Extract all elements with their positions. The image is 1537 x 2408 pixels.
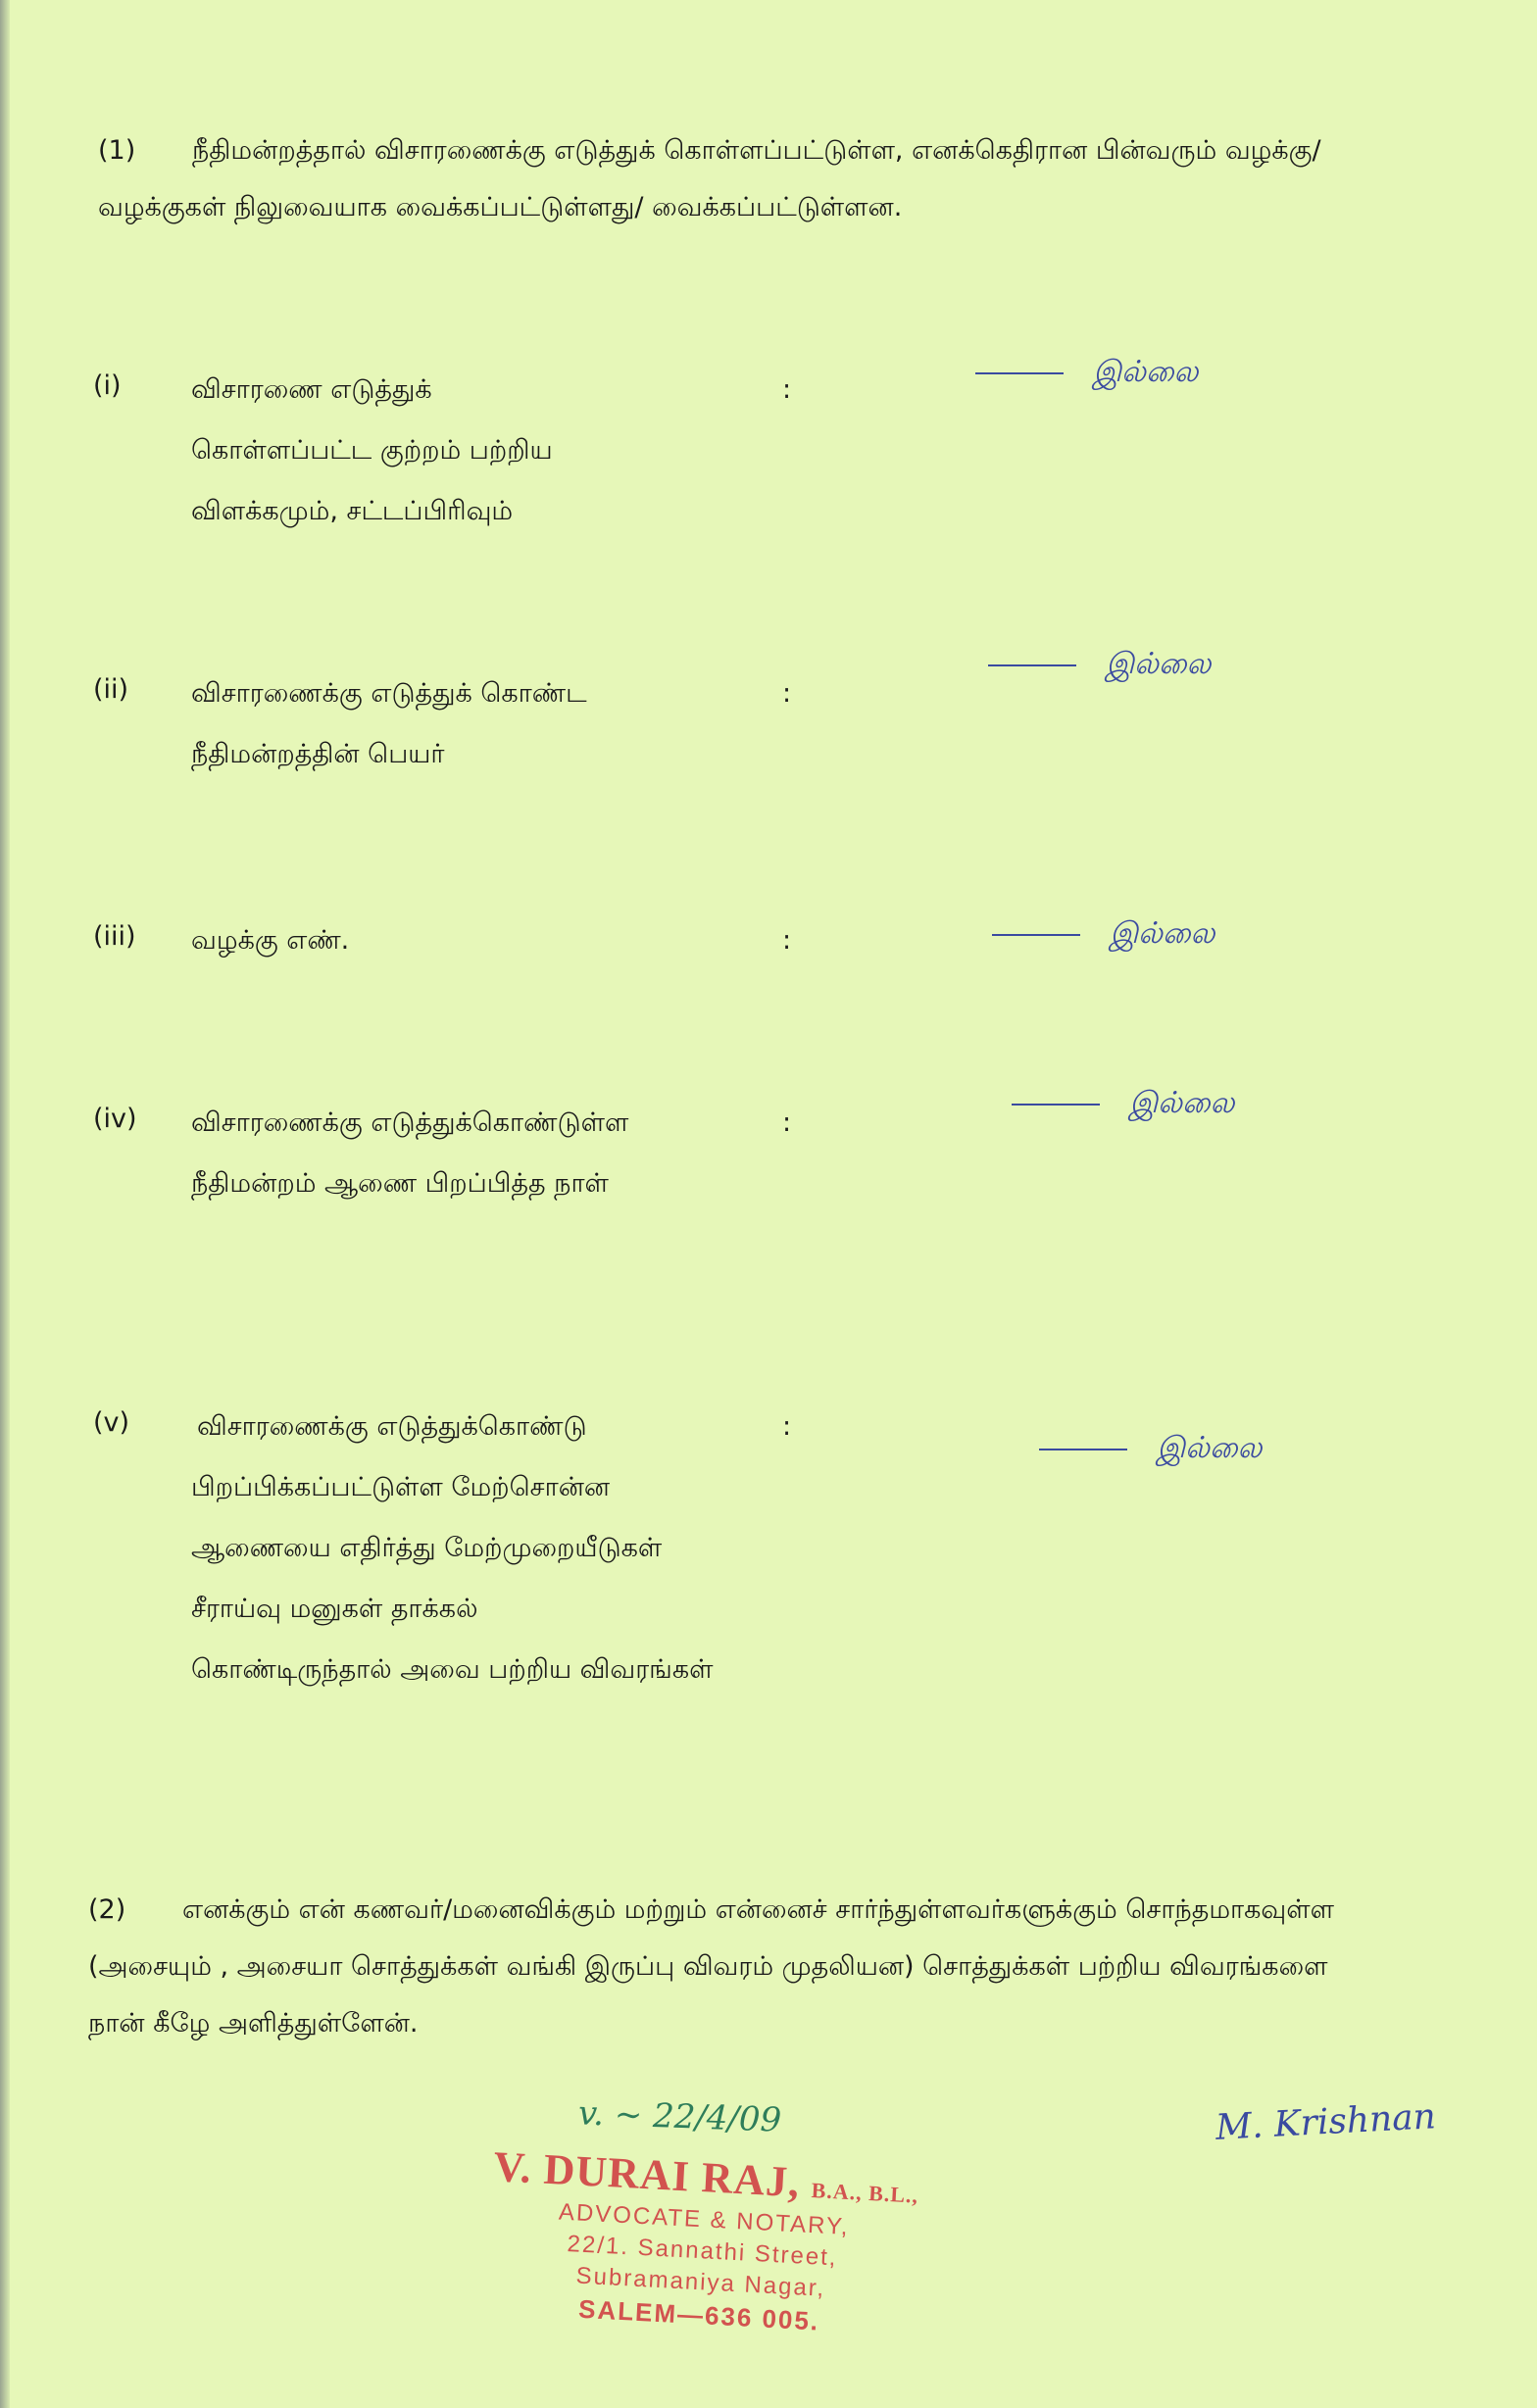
paragraph-1-line-2: வழக்குகள் நிலுவையாக வைக்கப்பட்டுள்ளது/ வைக்கப்பட்டுள்ளன. [98,192,903,222]
item-iv-line-2: நீதிமன்றம் ஆணை பிறப்பித்த நாள் [191,1168,609,1199]
paragraph-2-line-2: (அசையும் , அசையா சொத்துக்கள் வங்கி இருப்பு விவரம் முதலியன) சொத்துக்கள் பற்றிய விவரங்களை [88,1951,1328,1982]
item-i-answer [975,355,1198,393]
item-ii-line-2: நீதிமன்றத்தின் பெயர் [191,739,445,769]
item-ii-answer [988,647,1211,685]
stamp-line-2: 22/1. Sannathi Street, [566,2231,839,2272]
paragraph-2-line-3: நான் கீழே அளித்துள்ளேன். [88,2008,419,2039]
paragraph-1-number: (1) [98,135,136,166]
item-ii-answer-text: இல்லை [1106,647,1212,681]
paragraph-2-number: (2) [88,1894,126,1925]
item-iv-answer [1012,1086,1234,1124]
item-ii-colon: : [782,678,792,709]
item-v-dash [1039,1449,1127,1450]
stamp-name: V. DURAI RAJ, [492,2141,802,2207]
item-iii-line-1: வழக்கு எண். [191,925,350,956]
page-edge-shadow [0,0,10,2408]
item-iv-line-1: விசாரணைக்கு எடுத்துக்கொண்டுள்ள [191,1107,629,1138]
item-v-answer [1039,1431,1262,1469]
item-v-number: (v) [93,1407,130,1438]
item-iii-answer [992,916,1215,955]
item-v-line-3: ஆணையை எதிர்த்து மேற்முறையீடுகள் [191,1533,663,1563]
item-i-answer-text: இல்லை [1093,355,1199,389]
item-iii-answer-text: இல்லை [1110,916,1215,951]
paragraph-1 [98,123,1490,236]
item-iii-dash [992,934,1080,936]
item-iii-number: (iii) [93,921,136,952]
deponent-signature [1215,2096,1437,2148]
item-i-line-2: கொள்ளப்பட்ட குற்றம் பற்றிய [191,435,553,466]
item-v-line-4: சீராய்வு மனுகள் தாக்கல் [191,1594,478,1624]
stamp-line-4: SALEM—636 005. [577,2293,820,2336]
item-i-line-3: விளக்கமும், சட்டப்பிரிவும் [191,496,514,526]
item-ii-line-1: விசாரணைக்கு எடுத்துக் கொண்ட [191,678,587,709]
notary-signature-text: v. ~ 22/4/09 [577,2093,782,2140]
paragraph-2-line-1: எனக்கும் என் கணவர்/மனைவிக்கும் மற்றும் என்னைச் சார்ந்துள்ளவர்களுக்கும் சொந்தமாகவுள்ள [182,1894,1335,1925]
item-iv-dash [1012,1104,1100,1106]
item-iii-colon: : [782,925,792,956]
paragraph-2 [88,1882,1490,2052]
item-ii-number: (ii) [93,674,129,705]
item-iv-answer-text: இல்லை [1129,1086,1235,1120]
stamp-line-3: Subramaniya Nagar, [574,2262,826,2302]
item-v-colon: : [782,1411,792,1442]
item-v-line-5: கொண்டிருந்தால் அவை பற்றிய விவரங்கள் [191,1654,714,1685]
paragraph-1-line-1: நீதிமன்றத்தால் விசாரணைக்கு எடுத்துக் கொள்ளப்பட்டுள்ள, எனக்கெதிரான பின்வரும் வழக்கு/ [192,135,1321,166]
item-v-line-2: பிறப்பிக்கப்பட்டுள்ள மேற்சொன்ன [191,1472,611,1502]
stamp-degree: B.A., B.L., [811,2177,919,2208]
item-iv-colon: : [782,1107,792,1138]
item-i-dash [975,372,1064,374]
item-i-line-1: விசாரணை எடுத்துக் [191,374,432,405]
stamp-line-1: ADVOCATE & NOTARY, [558,2198,851,2241]
item-i-colon: : [782,374,792,405]
notary-signature [577,2093,781,2139]
item-iv-number: (iv) [93,1104,137,1134]
deponent-signature-text: M. Krishnan [1215,2096,1437,2148]
item-ii-dash [988,664,1076,666]
item-v-answer-text: இல்லை [1157,1431,1263,1465]
item-v-line-1: விசாரணைக்கு எடுத்துக்கொண்டு [197,1411,587,1442]
item-i-number: (i) [93,370,122,401]
notary-stamp [485,2141,919,2341]
